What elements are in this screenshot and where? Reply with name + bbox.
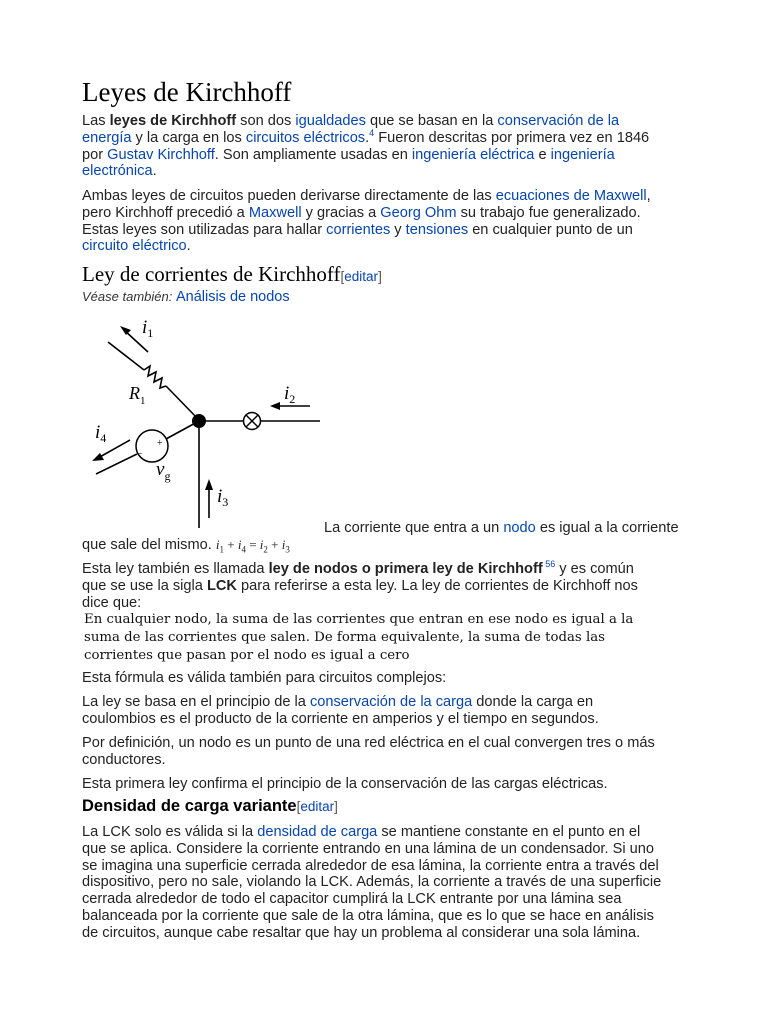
paragraph-conservacion-carga: La ley se basa en el principio de la conservación de la carga donde la carga en coulombios es el producto de la corriente en amperios y el tiempo en segundos. bbox=[82, 694, 599, 727]
section-heading-corrientes: Ley de corrientes de Kirchhoff[editar] bbox=[82, 262, 382, 286]
law-statement-quote: En cualquier nodo, la suma de las corrientes que entran en ese nodo es igual a la suma de las corrientes que salen. De forma equivalente, la suma de todas las corrientes que pasan por el nodo es igual a cero bbox=[84, 612, 634, 663]
label-r1: $R_1$ bbox=[129, 383, 146, 407]
edit-button[interactable]: editar bbox=[300, 799, 335, 814]
label-i2: $i_2$ bbox=[284, 383, 296, 406]
intro-paragraph: Las leyes de Kirchhoff son dos igualdades que se basan en la conservación de la energía y la carga en los circuitos eléctricos.$^4$ Fueron descritas por primera vez en 1846 por Gustav Kirchhoff. Son ampliamente usadas en ingeniería eléctrica e ingeniería electrónica. bbox=[82, 113, 650, 180]
link-igualdades[interactable]: igualdades bbox=[295, 113, 366, 129]
link-tensiones[interactable]: tensiones bbox=[405, 221, 469, 238]
arrow-i4-head bbox=[92, 453, 104, 461]
link-conservacion-carga[interactable]: conservación de la carga bbox=[309, 694, 473, 710]
edit-section-link: [editar] bbox=[340, 269, 382, 284]
link-ecuaciones-maxwell[interactable]: ecuaciones de Maxwell bbox=[495, 188, 647, 204]
formula-kcl: $i_1 + i_4 = i_2 + i_3$ bbox=[215, 536, 290, 555]
link-conservacion-energia[interactable]: conservación de la energía bbox=[82, 113, 620, 146]
link-maxwell[interactable]: Maxwell bbox=[248, 204, 302, 221]
link-ingenieria-electrica[interactable]: ingeniería eléctrica bbox=[411, 146, 535, 163]
wire-r1-node bbox=[166, 386, 199, 420]
section-heading-densidad: Densidad de carga variante[editar] bbox=[82, 797, 338, 815]
resistor-r1 bbox=[144, 366, 166, 388]
page-title: Leyes de Kirchhoff bbox=[82, 77, 292, 107]
label-i3: $i_3$ bbox=[217, 486, 229, 509]
wire-node-source bbox=[166, 421, 199, 439]
label-plus: + bbox=[157, 438, 163, 449]
paragraph-definicion-nodo: Por definición, un nodo es un punto de una red eléctrica en el cual convergen tres o más conductores. bbox=[82, 735, 655, 768]
paragraph-formula-valida: Esta fórmula es válida también para circuitos complejos: bbox=[82, 670, 447, 686]
paragraph-ley-nodos: Esta ley también es llamada ley de nodos o primera ley de Kirchhoff $^{56}$ y es común que se use la sigla LCK para referirse a esta ley. La ley de corrientes de Kirchhoff nos dice que: bbox=[82, 559, 638, 611]
edit-section-link: [editar] bbox=[296, 799, 338, 814]
arrow-i1-head bbox=[120, 326, 131, 335]
link-analisis-nodos[interactable]: Análisis de nodos bbox=[175, 289, 290, 305]
see-also-note: Véase también: Análisis de nodos bbox=[82, 289, 290, 305]
label-minus: − bbox=[137, 449, 143, 460]
link-ingenieria-electronica[interactable]: ingeniería electrónica bbox=[82, 146, 615, 180]
paragraph-primera-ley: Esta primera ley confirma el principio de la conservación de las cargas eléctricas. bbox=[82, 776, 608, 792]
bold-term: ley de nodos o primera ley de Kirchhoff bbox=[268, 561, 543, 577]
wire-i1 bbox=[108, 342, 144, 370]
arrow-i3-head bbox=[205, 479, 213, 490]
link-gustav-kirchhoff[interactable]: Gustav Kirchhoff bbox=[107, 146, 215, 163]
link-circuitos-electricos[interactable]: circuitos eléctricos bbox=[245, 129, 366, 146]
edit-button[interactable]: editar bbox=[344, 269, 379, 284]
bold-term: leyes de Kirchhoff bbox=[109, 113, 237, 129]
link-georg-ohm[interactable]: Georg Ohm bbox=[380, 204, 457, 221]
diagram-caption: La corriente que entra a un nodo es igual a la corriente que sale del mismo. $i_1 + i_4 = i_2 + i_3$ bbox=[82, 520, 679, 555]
kirchhoff-node-diagram bbox=[82, 312, 332, 530]
arrow-i2-head bbox=[270, 402, 280, 410]
label-vg: $v_g$ bbox=[156, 459, 171, 483]
link-corrientes[interactable]: corrientes bbox=[326, 221, 391, 238]
link-nodo[interactable]: nodo bbox=[503, 520, 536, 536]
label-i4: $i_4$ bbox=[95, 422, 107, 445]
link-circuito-electrico[interactable]: circuito eléctrico bbox=[82, 238, 187, 255]
label-i1: $i_1$ bbox=[142, 317, 154, 340]
reference-56[interactable]: 56 bbox=[545, 559, 556, 570]
paragraph-maxwell: Ambas leyes de circuitos pueden derivarse directamente de las ecuaciones de Maxwell, pero Kirchhoff precedió a Maxwell y gracias a Georg Ohm su trabajo fue generalizado. Estas leyes son utilizadas para hallar corrientes y tensiones en cualquier punto de un circuito eléctrico. bbox=[82, 188, 651, 255]
link-densidad-carga[interactable]: densidad de carga bbox=[257, 824, 378, 840]
paragraph-densidad-carga: La LCK solo es válida si la densidad de carga se mantiene constante en el punto en el que se aplica. Considere la corriente entrando en una lámina de un condensador. Si uno se imagina una superficie cerrada alrededor de esa lámina, la corriente entra a través del dispositivo, pero no sale, violando la LCK. Además, la corriente a través de una superficie cerrada alrededor de todo el capacitor cumplirá la LCK entrante por una lámina sea balanceada por la corriente que sale de la otra lámina, que es lo que se hace en análisis de circuitos, aunque cabe resaltar que hay un problema al considerar una sola lámina. bbox=[82, 824, 662, 941]
reference-4[interactable]: 4 bbox=[369, 127, 375, 138]
bold-term: LCK bbox=[206, 577, 237, 594]
